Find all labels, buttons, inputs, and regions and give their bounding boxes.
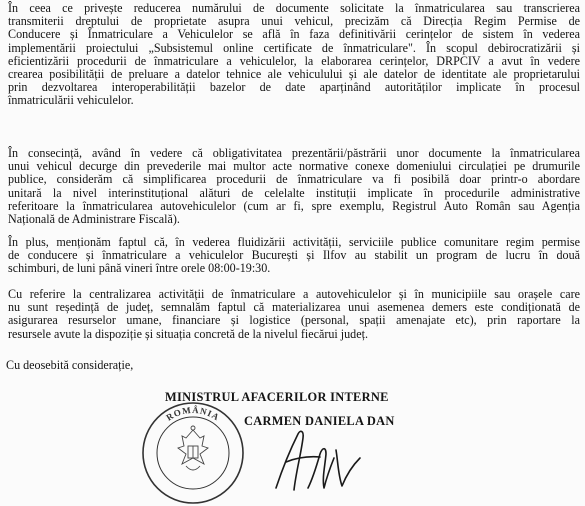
text-line: În plus, menționăm faptul că, în vederea fluidizării activității, serviciile publice comunitare regim permise	[8, 235, 580, 249]
text-line: În consecință, având în vedere că obligativitatea prezentării/păstrării unor documente la înmatricularea	[8, 146, 580, 160]
text-line: Conducere și Înmatriculare a Vehiculelor se află în faza definitivării cerințelor de sistem în vederea	[8, 27, 580, 42]
signatory-name: CARMEN DANIELA DAN	[244, 414, 395, 428]
text-line: Cu referire la centralizarea activității de înmatriculare a autovehiculelor și în municipiile sau orașele care	[8, 287, 580, 301]
closing-salutation: Cu deosebită considerație,	[6, 358, 134, 372]
paragraph-centralization	[6, 288, 580, 341]
signatory-title: MINISTRUL AFACERILOR INTERNE	[165, 390, 389, 404]
text-line: Națională de Administrare Fiscală).	[8, 212, 180, 227]
text-line: referitoare la înmatricularea autovehiculelor (cum ar fi, spre exemplu, Registrul Auto Român sau Agenția	[8, 198, 580, 213]
text-line: schimburi, de luni până vineri între orele 08:00-19:30.	[8, 261, 271, 276]
official-stamp-icon	[140, 400, 246, 506]
text-line: asigurarea resurselor umane, financiare și logistice (personal, spații amenajate etc), prin raportare la	[8, 313, 580, 328]
text-line: de conducere și înmatriculare a vehiculelor București și Ilfov au stabilit un program de lucru în două	[8, 248, 580, 263]
text-line: prin dezvoltarea interoperabilității bazelor de date aparținând autorităților implicate în procesul	[8, 80, 580, 95]
text-line: În ceea ce privește reducerea numărului de documente solicitate la înmatricularea sau transcrierea	[8, 1, 580, 15]
text-line: resursele avute la dispoziție și situația concretă de la nivelul fiecărui județ.	[8, 326, 368, 341]
text-line: crearea posibilității de preluare a datelor tehnice ale vehiculului și ale datelor de identitate ale proprietarului	[8, 67, 580, 82]
text-line: unui vehicul decurge din prevederile mai multor acte normative conexe domeniului circulației pe drumurile	[8, 159, 580, 174]
paragraph-registration-documents	[6, 2, 580, 108]
text-line: nu sunt reședință de județ, semnalăm faptul că materializarea unui asemenea demers este condiționată de	[8, 300, 580, 315]
paragraph-consequence	[6, 147, 580, 226]
text-line: publice, considerăm că simplificarea procedurii de înmatriculare va fi posibilă doar printr-o abordare	[8, 172, 580, 187]
text-line: transmiterii dreptului de proprietate asupra unui vehicul, precizăm că Direcția Regim Permise de	[8, 14, 580, 29]
text-line: eficientizării procedurii de înmatriculare a vehiculelor, la elaborarea cerințelor, DRPCIV a avut în vedere	[8, 53, 580, 68]
handwritten-signature-icon	[268, 410, 368, 500]
paragraph-schedule	[6, 236, 580, 276]
text-line: înmatriculării vehiculelor.	[8, 93, 134, 108]
text-line: unitară la nivel interinstituțional alături de celelalte instituții implicate în procedurile administrative	[8, 185, 580, 200]
stamp-text: ROMÂNIA	[164, 404, 222, 423]
text-line: implementării proiectului „Subsistemul online certificate de înmatriculare". În scopul debirocratizării și	[8, 40, 580, 55]
